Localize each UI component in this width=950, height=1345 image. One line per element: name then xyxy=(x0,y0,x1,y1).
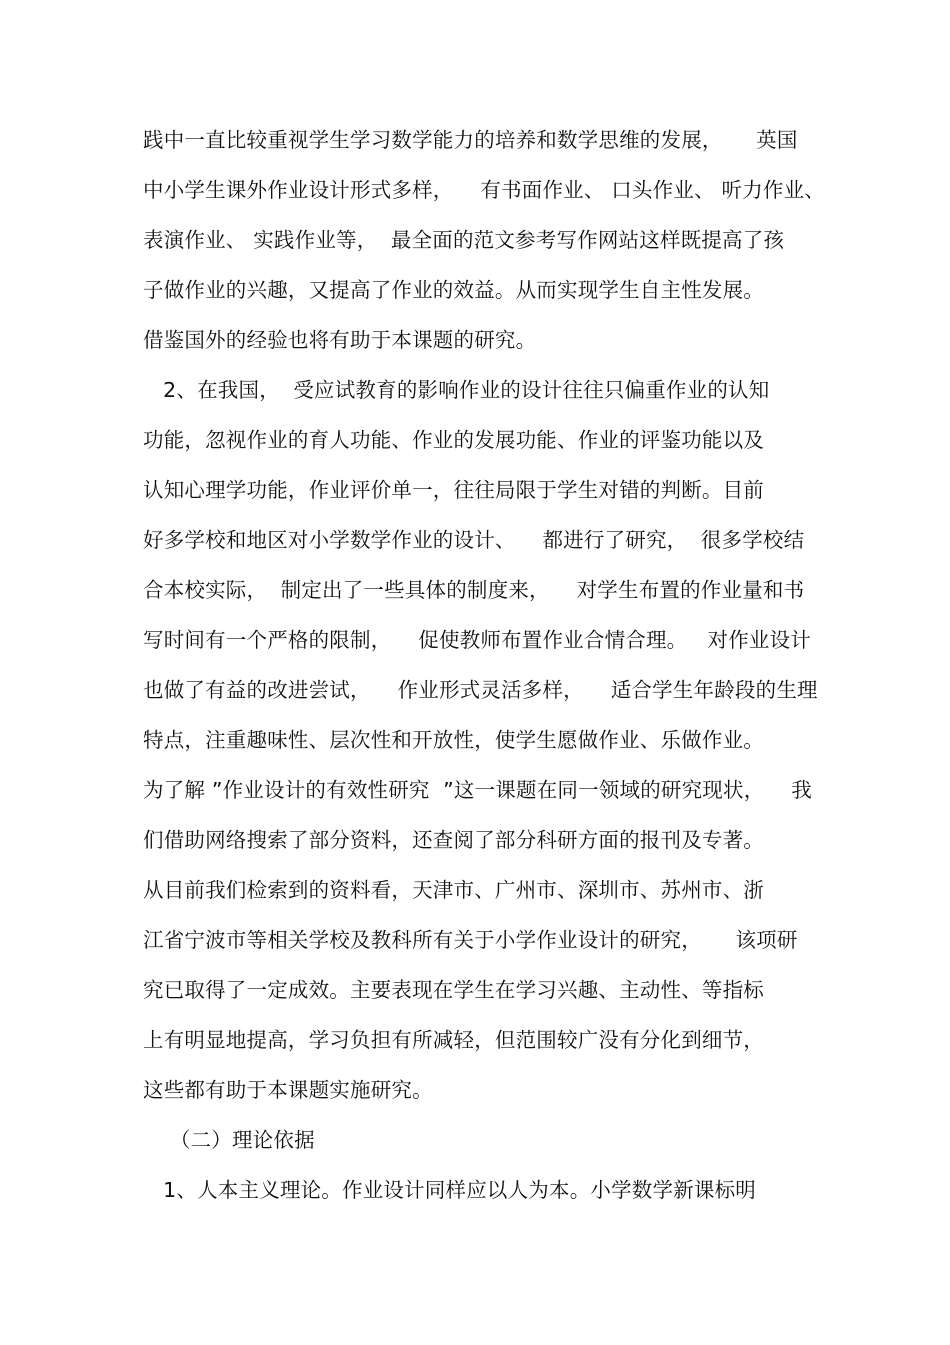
paragraph-2-start: 2、在我国， 受应试教育的影响作业的设计往往只偏重作业的认知 xyxy=(143,378,770,402)
text-line: 这些都有助于本课题实施研究。 xyxy=(143,1078,433,1102)
text-line: 功能，忽视作业的育人功能、作业的发展功能、作业的评鉴功能以及 xyxy=(143,428,764,452)
section-heading: （二）理论依据 xyxy=(143,1128,315,1152)
text-line: 写时间有一个严格的限制， 促使教师布置作业合情合理。 对作业设计 xyxy=(143,628,812,652)
text-line: 们借助网络搜索了部分资料，还查阅了部分科研方面的报刊及专著。 xyxy=(143,828,764,852)
text-line: 上有明显地提高，学习负担有所减轻，但范围较广没有分化到细节， xyxy=(143,1028,764,1052)
text-line: 表演作业、 实践作业等， 最全面的范文参考写作网站这样既提高了孩 xyxy=(143,228,785,252)
text-line: 究已取得了一定成效。主要表现在学生在学习兴趣、主动性、等指标 xyxy=(143,978,764,1002)
text-line: 中小学生课外作业设计形式多样， 有书面作业、 口头作业、 听力作业、 xyxy=(143,178,825,202)
paragraph-start: 1、人本主义理论。作业设计同样应以人为本。小学数学新课标明 xyxy=(143,1178,756,1202)
text-line: 也做了有益的改进尝试， 作业形式灵活多样， 适合学生年龄段的生理 xyxy=(143,678,818,702)
text-line: 合本校实际， 制定出了一些具体的制度来， 对学生布置的作业量和书 xyxy=(143,578,805,602)
text-line: 江省宁波市等相关学校及教科所有关于小学作业设计的研究， 该项研 xyxy=(143,928,798,952)
text-line: 为了解 ”作业设计的有效性研究 ”这一课题在同一领域的研究现状， 我 xyxy=(143,778,812,802)
text-line: 借鉴国外的经验也将有助于本课题的研究。 xyxy=(143,328,537,352)
text-line: 认知心理学功能，作业评价单一，往往局限于学生对错的判断。目前 xyxy=(143,478,764,502)
text-line: 践中一直比较重视学生学习数学能力的培养和数学思维的发展， 英国 xyxy=(143,128,798,152)
text-line: 好多学校和地区对小学数学作业的设计、 都进行了研究， 很多学校结 xyxy=(143,528,805,552)
text-line: 特点，注重趣味性、层次性和开放性，使学生愿做作业、乐做作业。 xyxy=(143,728,764,752)
text-line: 子做作业的兴趣，又提高了作业的效益。从而实现学生自主性发展。 xyxy=(143,278,764,302)
text-line: 从目前我们检索到的资料看，天津市、广州市、深圳市、苏州市、浙 xyxy=(143,878,764,902)
